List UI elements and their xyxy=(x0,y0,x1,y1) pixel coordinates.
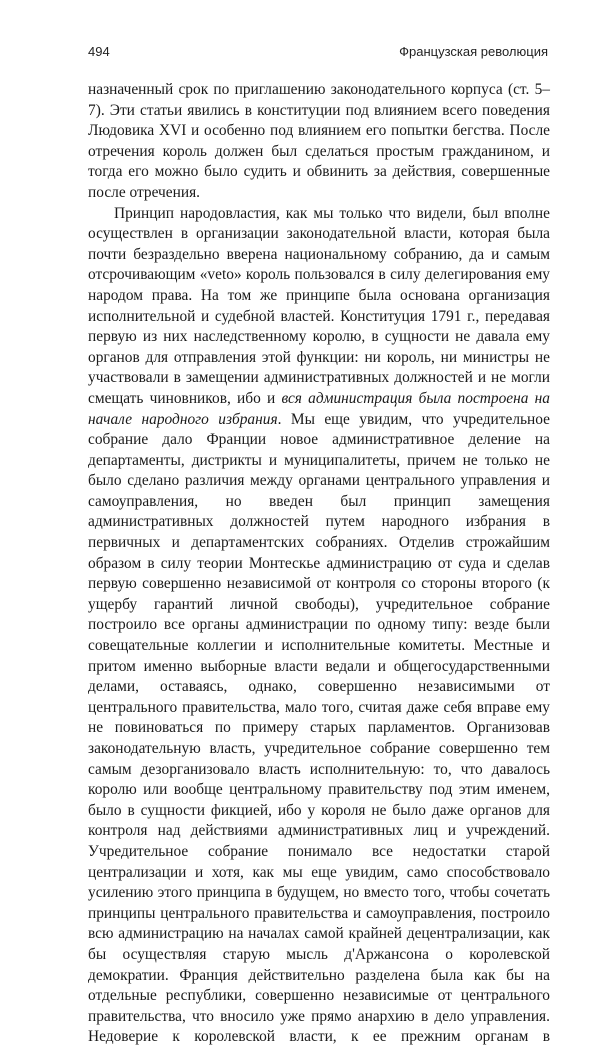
paragraph-1: назначенный срок по приглашению законодательного корпуса (ст. 5–7). Эти статьи явились в конституции под влиянием всего поведения Людовика XVI и особенно под влиянием его попытки бегства. После отречения король должен был сделаться простым гражданином, и тогда его можно было судить и обвинить за действия, совершенные после отречения. xyxy=(88,81,550,201)
page-header xyxy=(88,44,548,62)
paragraph-2-text-b: . Мы еще увидим, что учредительное собрание дало Франции новое административное деление на департаменты, дистрикты и муниципалитеты, причем не только не было сделано различия между органами центрального управления и самоуправления, но введен был принцип замещения административных должностей путем народного избрания в первичных и департаментских собраниях. Отделив строжайшим образом в силу теории Монтескье администрацию от суда и сделав первую совершенно независимой от контроля со стороны второго (к ущербу гарантий личной свободы), учредительное собрание построило все органы администрации по одному типу: везде были совещательные коллегии и исполнительные комитеты. Местные и притом именно выборные власти ведали и общегосударственными делами, оставаясь, однако, совершенно независимыми от центрального правительства, мало того, считая даже себя вправе ему не повиноваться по примеру старых парламентов. Организовав законодательную власть, учредительное собрание совершенно тем самым дезорганизовало власть исполнительную: то, что давалось королю или вообще центральному правительству под этим именем, было в сущности фикцией, ибо у короля не было даже органов для контроля над действиями административных лиц и учреждений. Учредительное собрание понимало все недостатки старой централизации и хотя, как мы еще увидим, само способствовало усилению этого принципа в будущем, но вместо того, чтобы сочетать принципы центрального правительства и самоуправления, построило всю администрацию на началах самой крайней децентрализации, как бы осуществляя старую мысль д'Аржансона о королевской демократии. Франция действительно разделена была как бы на отдельные республики, совершенно независимые от центрального правительства, что вносило уже прямо анархию в дело управления. Недоверие к королевской власти, к ее прежним органам в xyxy=(88,410,550,1046)
page-number: 494 xyxy=(88,44,110,59)
emphasis-text: вся администрация была построена на начале народного избрания xyxy=(88,389,550,428)
body-text xyxy=(88,80,550,1048)
running-title: Французская революция xyxy=(399,44,548,59)
paragraph-2-text-a: Принцип народовластия, как мы только что видели, был вполне осуществлен в организации законодательной власти, которая была почти безраздельно вверена национальному собранию, да и самым отсрочивающим «veto» король пользовался в силу делегирования ему народом права. На том же принципе была основана организация исполнительной и судебной властей. Конституция 1791 г., передавая первую из них наследственному королю, в сущности не давала ему органов для отправления этой функции: ни король, ни министры не участвовали в замещении административных должностей и не могли смещать чиновников, ибо и xyxy=(88,204,550,407)
paragraph-2 xyxy=(88,204,550,1048)
